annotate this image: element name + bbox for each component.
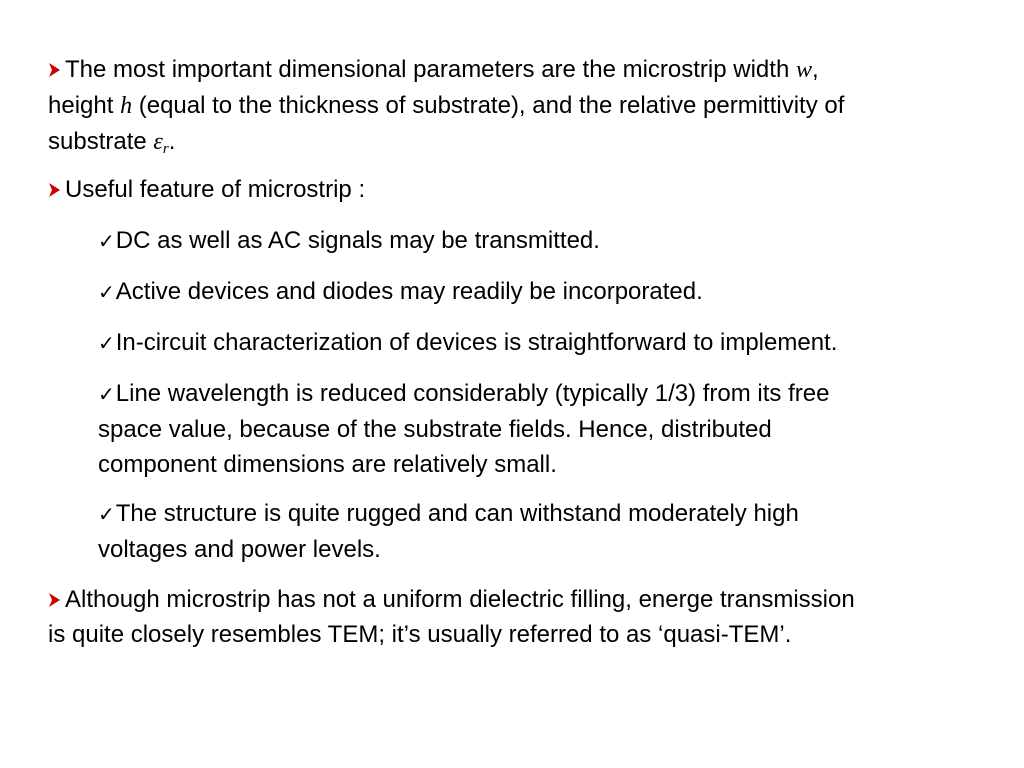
check-item-dc-ac [98,223,600,259]
check-line [98,223,600,259]
bullet-line [48,172,365,207]
check-item-in-circuit [98,325,837,361]
check-item-rugged [98,496,799,567]
bullet-text: , [811,56,819,83]
symbol-subscript-r: r [162,141,169,157]
check-line [98,532,799,567]
check-mark-icon: ✓ [98,382,115,406]
check-item-wavelength [98,376,829,482]
check-line [98,496,799,532]
check-mark-icon: ✓ [98,502,115,526]
check-mark-icon: ✓ [98,331,115,355]
bullet-text: is quite closely resembles TEM; it’s usually referred to as ‘quasi-TEM’. [48,621,792,648]
check-line [98,274,703,310]
arrow-bullet-icon [48,182,61,198]
bullet-line [48,124,844,167]
check-mark-icon: ✓ [98,280,115,304]
check-line [98,447,829,482]
check-line [98,412,829,447]
bullet-useful-features [48,172,365,207]
symbol-epsilon: ε [153,129,163,155]
bullet-text: height [48,92,121,119]
variable-w: w [795,57,812,83]
check-text: space value, because of the substrate fields. Hence, distributed [98,416,772,443]
bullet-text: Useful feature of microstrip : [65,176,366,203]
check-mark-icon: ✓ [98,229,115,253]
bullet-text: . [168,128,176,155]
bullet-quasi-tem [48,582,855,652]
check-text: component dimensions are relatively small. [98,451,557,478]
arrow-bullet-icon [48,592,61,608]
check-text: DC as well as AC signals may be transmitted. [115,227,600,254]
bullet-line [48,582,855,617]
bullet-text: Although microstrip has not a uniform dielectric filling, energe transmission [65,586,855,613]
check-text: Active devices and diodes may readily be incorporated. [115,278,703,305]
check-item-active-devices [98,274,703,310]
bullet-text: substrate [48,128,154,155]
bullet-text: The most important dimensional parameters are the microstrip width [65,56,796,83]
bullet-line [48,88,844,124]
arrow-bullet-icon [48,62,61,78]
check-text: Line wavelength is reduced considerably (typically 1/3) from its free [115,380,830,407]
check-text: In-circuit characterization of devices is straightforward to implement. [115,329,838,356]
bullet-line [48,617,855,652]
check-line [98,325,837,361]
check-text: The structure is quite rugged and can withstand moderately high [115,500,799,527]
bullet-line [48,52,844,88]
check-text: voltages and power levels. [98,536,381,563]
bullet-dimensional-parameters [48,52,844,167]
bullet-text: (equal to the thickness of substrate), and the relative permittivity of [132,92,845,119]
variable-h: h [120,93,133,119]
check-line [98,376,829,412]
